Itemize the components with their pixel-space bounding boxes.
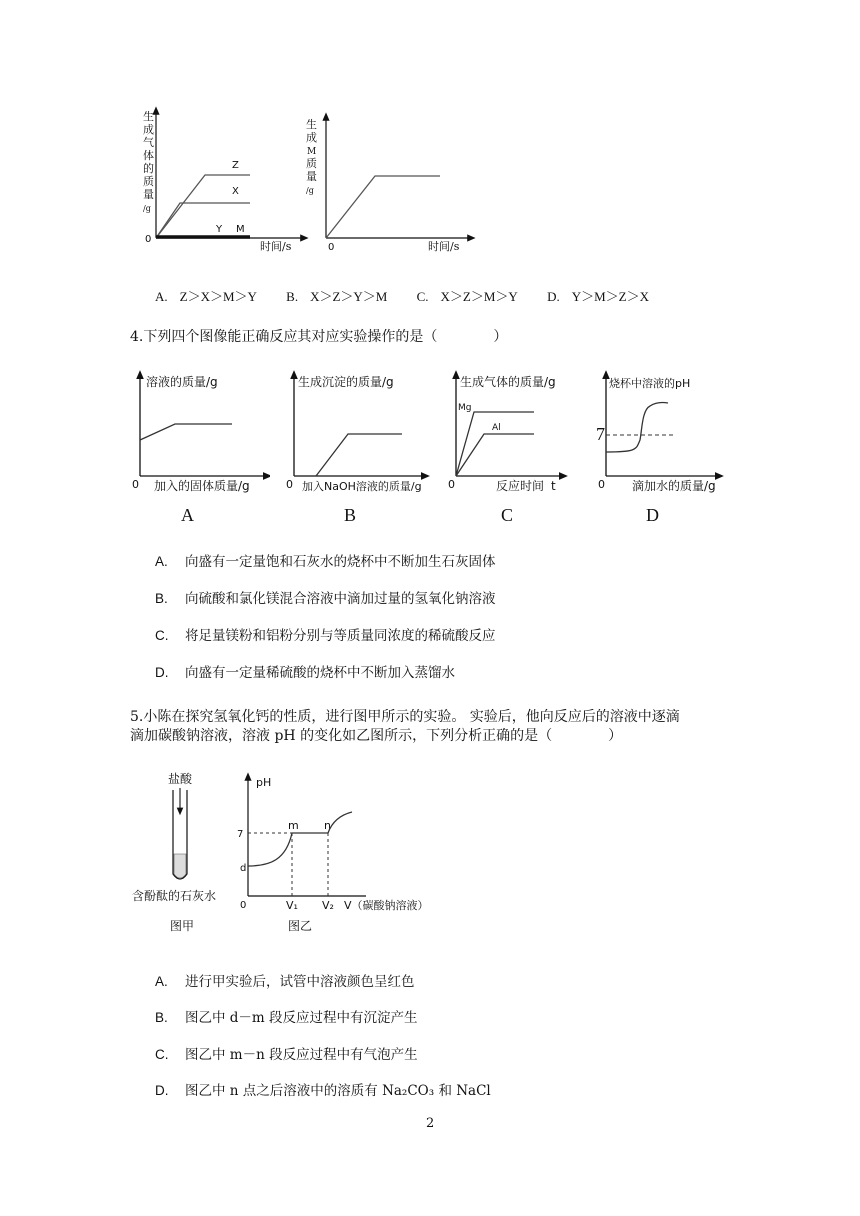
q4-letter-b: B <box>344 505 357 525</box>
q3-left-xlabel: 时间/s <box>260 240 292 253</box>
q5-reagent-label: 盐酸 <box>168 772 193 786</box>
q5-tube-label: 含酚酞的石灰水 <box>132 889 217 903</box>
q4-chart-c <box>446 370 576 495</box>
q4b-xlabel: 加入NaOH溶液的质量/g <box>302 480 422 493</box>
q5-yi-curve <box>248 812 352 866</box>
q4a-origin: 0 <box>132 478 139 491</box>
q5-figure-yi <box>234 770 454 940</box>
q3-chart-right <box>300 108 480 260</box>
q5-yi-d: d <box>240 863 247 874</box>
q5-yi-v2: V₂ <box>322 899 334 912</box>
q4-chart-a <box>130 370 270 495</box>
q4-chart-d <box>596 370 726 495</box>
q4c-xlabel: 反应时间 <box>496 479 545 493</box>
q4-letter-d: D <box>646 505 659 525</box>
q4c-xunit: t <box>551 479 556 493</box>
q5-yi-m: m <box>288 819 299 832</box>
q3-right-ylabel: 生成 M 质量/g <box>306 118 317 195</box>
q4c-origin: 0 <box>448 478 455 491</box>
q5-tube-liquid <box>174 854 186 878</box>
q4-chart-b <box>284 370 434 495</box>
q3-left-origin: 0 <box>145 234 152 245</box>
q3-label-m: M <box>236 224 245 235</box>
q4-option-b[interactable]: B. 向硫酸和氯化镁混合溶液中滴加过量的氢氧化钠溶液 <box>155 591 496 607</box>
q4c-line-al <box>456 434 534 476</box>
q4c-label-mg: Mg <box>458 403 472 413</box>
q3-option-d[interactable]: D. Y＞M＞Z＞X <box>547 289 649 304</box>
q3-option-c[interactable]: C. X＞Z＞M＞Y <box>416 289 518 304</box>
q5-option-d[interactable]: D. 图乙中 n 点之后溶液中的溶质有 Na₂CO₃ 和 NaCl <box>155 1083 491 1099</box>
q4d-xlabel: 滴加水的质量/g <box>632 479 716 493</box>
q4c-ylabel: 生成气体的质量/g <box>460 375 556 389</box>
q5-option-a[interactable]: A. 进行甲实验后，试管中溶液颜色呈红色 <box>155 974 415 990</box>
q3-label-x: X <box>232 186 239 197</box>
q4b-ylabel: 生成沉淀的质量/g <box>298 375 394 389</box>
q4-option-d[interactable]: D. 向盛有一定量稀硫酸的烧杯中不断加入蒸馏水 <box>155 665 455 681</box>
q4-title: 4.下列四个图像能正确反应其对应实验操作的是（ ） <box>130 329 508 345</box>
q4d-ref: 7 <box>596 424 605 444</box>
q4-letter-a: A <box>181 505 194 525</box>
q3-right-origin: 0 <box>328 242 335 253</box>
q4b-line <box>294 434 402 476</box>
q5-caption-yi: 图乙 <box>288 919 313 933</box>
q5-title-line2: 滴加碳酸钠溶液，溶液 pH 的变化如乙图所示，下列分析正确的是（ ） <box>130 728 623 744</box>
q3-option-b[interactable]: B. X＞Z＞Y＞M <box>286 289 388 304</box>
q4d-curve <box>606 402 668 452</box>
q3-chart-left <box>140 100 320 260</box>
q4d-ylabel: 烧杯中溶液的pH <box>609 377 691 390</box>
q5-yi-n: n <box>324 819 331 832</box>
q5-yi-ylabel: pH <box>256 776 272 789</box>
q4-option-a[interactable]: A. 向盛有一定量饱和石灰水的烧杯中不断加生石灰固体 <box>155 554 496 570</box>
q3-label-z: Z <box>232 160 239 171</box>
q3-options <box>155 286 675 305</box>
q5-caption-jia: 图甲 <box>170 919 195 933</box>
q4c-label-al: Al <box>492 423 501 433</box>
q4-option-c[interactable]: C. 将足量镁粉和铝粉分别与等质量同浓度的稀硫酸反应 <box>155 628 496 644</box>
q5-yi-xlabel: V（碳酸钠溶液） <box>344 899 429 912</box>
q3-option-a[interactable]: A. Z＞X＞M＞Y <box>155 289 257 304</box>
q5-title-line1: 5.小陈在探究氢氧化钙的性质，进行图甲所示的实验。 实验后，他向反应后的溶液中逐滴 <box>130 709 680 725</box>
q4c-line-mg <box>456 412 534 476</box>
q4a-line <box>140 424 232 440</box>
q3-right-line <box>326 176 440 238</box>
q4a-ylabel: 溶液的质量/g <box>146 375 218 389</box>
q5-yi-v1: V₁ <box>286 899 298 912</box>
q3-left-ylabel: 生成气体的质量/g <box>143 110 154 213</box>
q3-label-y: Y <box>216 224 223 235</box>
q4d-origin: 0 <box>598 478 605 491</box>
q4a-xlabel: 加入的固体质量/g <box>154 479 250 493</box>
page-number: 2 <box>426 1116 435 1131</box>
q5-yi-ref: 7 <box>237 829 244 840</box>
q5-yi-origin: 0 <box>240 900 247 911</box>
q4-letter-c: C <box>501 505 514 525</box>
q5-option-c[interactable]: C. 图乙中 m－n 段反应过程中有气泡产生 <box>155 1047 418 1063</box>
q5-option-b[interactable]: B. 图乙中 d－m 段反应过程中有沉淀产生 <box>155 1010 418 1026</box>
q4b-origin: 0 <box>286 478 293 491</box>
q3-right-xlabel: 时间/s <box>428 240 460 253</box>
q5-figure-jia <box>130 770 240 940</box>
